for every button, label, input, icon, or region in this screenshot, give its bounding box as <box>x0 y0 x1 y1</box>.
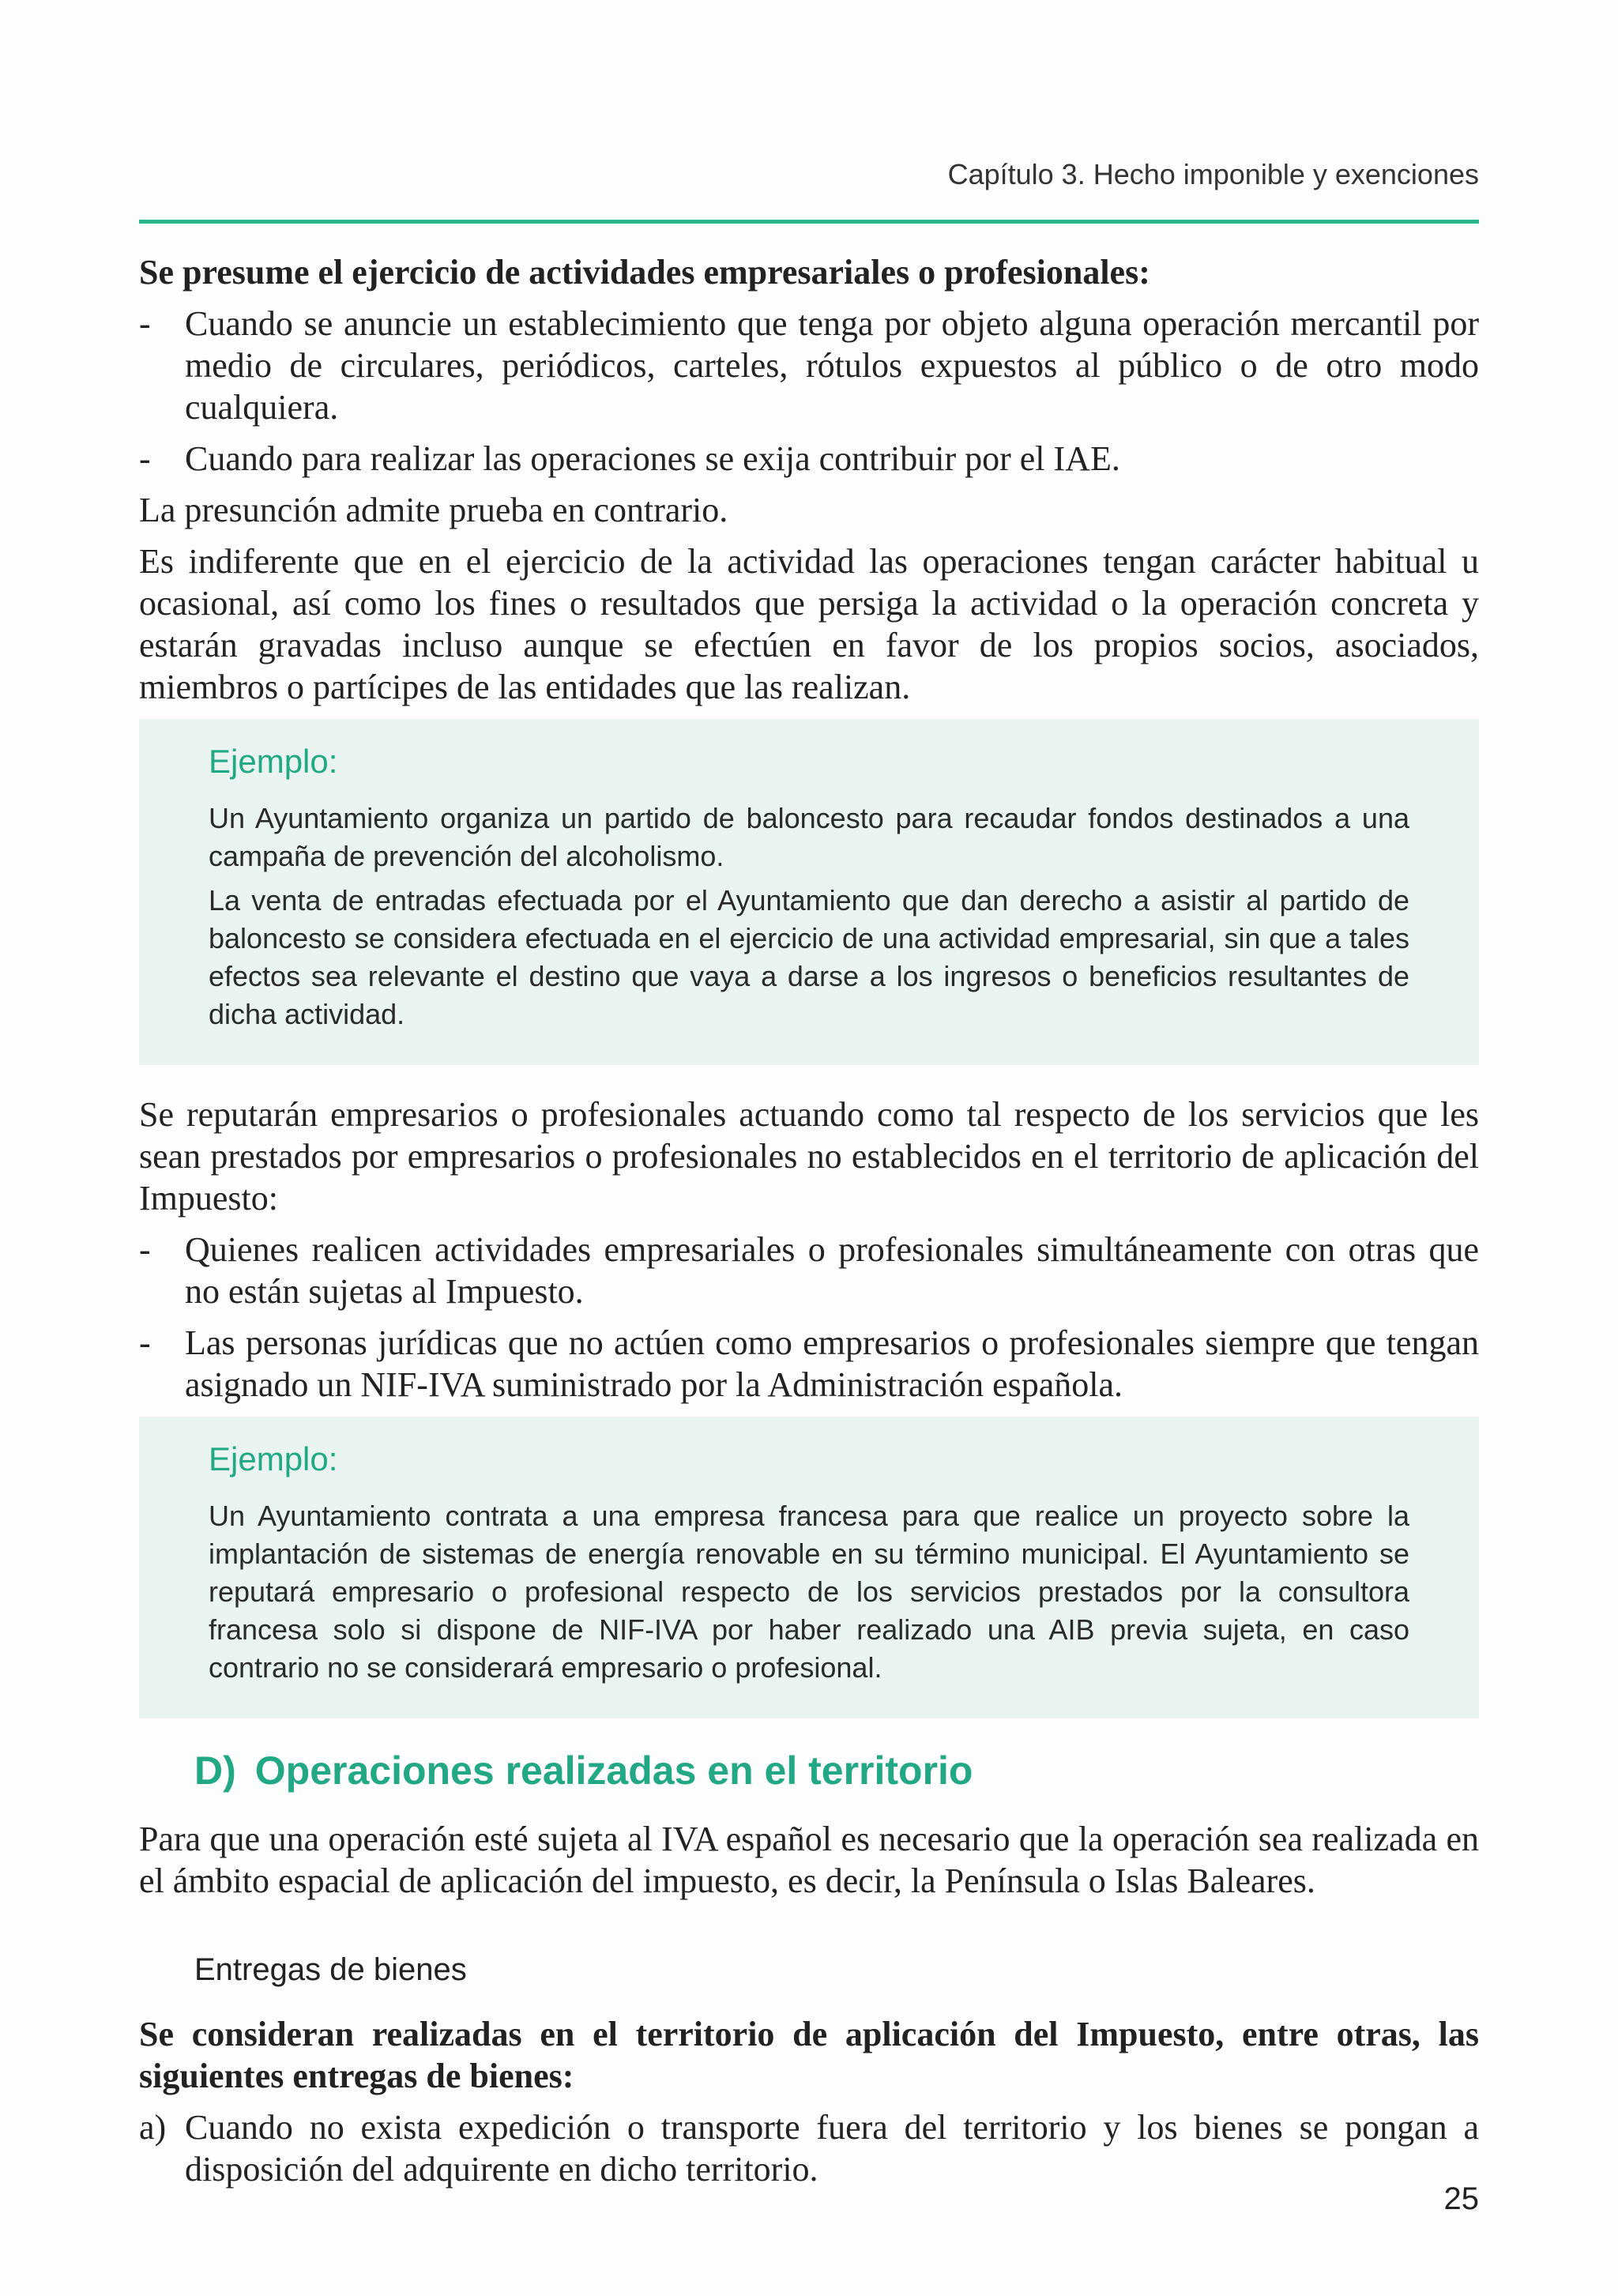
example-box <box>139 1417 1479 1718</box>
example-text: Un Ayuntamiento organiza un partido de baloncesto para recaudar fondos destinados a una campaña de prevención del alcoholismo. <box>209 802 1409 872</box>
example-title: Ejemplo: <box>209 1440 338 1477</box>
page-number: 25 <box>1443 2181 1479 2216</box>
list-item: a) Cuando no exista expedición o transporte fuera del territorio y los bienes se pongan a disposición del adquirente en dicho territorio. <box>139 2108 1479 2189</box>
list-item: - Cuando para realizar las operaciones se exija contribuir por el IAE. <box>139 439 1120 478</box>
reputed-list <box>139 1229 1479 1406</box>
subheading: Entregas de bienes <box>194 1952 467 1987</box>
presume-list <box>139 303 1479 480</box>
example-text: Un Ayuntamiento contrata a una empresa francesa para que realice un proyecto sobre la implantación de sistemas de energía renovable en su término municipal. El Ayuntamiento se reputará empresario o profesional respecto de los servicios prestados por la consultora francesa solo si dispone de NIF-IVA por haber realizado una AIB previa sujeta, en caso contrario no se considerará empresario o profesional. <box>209 1500 1409 1684</box>
section-title: Operaciones realizadas en el territorio <box>254 1748 973 1793</box>
list-item: - Cuando se anuncie un establecimiento que tenga por objeto alguna operación mercantil por medio de circulares, periódicos, carteles, rótulos expuestos al público o de otro modo cualquiera. <box>139 304 1479 427</box>
section-heading <box>194 1747 1479 1794</box>
example-title: Ejemplo: <box>209 743 338 780</box>
paragraph: La presunción admite prueba en contrario. <box>139 491 728 529</box>
paragraph: Es indiferente que en el ejercicio de la actividad las operaciones tengan carácter habitual u ocasional, así como los fines o resultados que persiga la actividad o la operación concreta y estarán gravadas incluso aunque se efectúen en favor de los propios socios, asociados, miembros o partícipes de las entidades que las realizan. <box>139 542 1479 706</box>
chapter-header: Capítulo 3. Hecho imponible y exenciones <box>947 158 1479 190</box>
consider-heading: Se consideran realizadas en el territorio de aplicación del Impuesto, entre otras, las siguientes entregas de bienes: <box>139 2015 1479 2095</box>
paragraph: Se reputarán empresarios o profesionales actuando como tal respecto de los servicios que les sean prestados por empresarios o profesionales no establecidos en el territorio de aplicación del Impuesto: <box>139 1095 1479 1218</box>
example-text: La venta de entradas efectuada por el Ayuntamiento que dan derecho a asistir al partido de baloncesto se considera efectuada en el ejercicio de una actividad empresarial, sin que a tales efectos sea relevante el destino que vaya a darse a los ingresos o beneficios resultantes de dicha actividad. <box>209 884 1409 1030</box>
main-content <box>139 251 1479 2200</box>
list-item: - Quienes realicen actividades empresariales o profesionales simultáneamente con otras que no están sujetas al Impuesto. <box>139 1230 1479 1311</box>
example-box <box>139 719 1479 1065</box>
section-letter: D) <box>194 1748 236 1793</box>
paragraph: Para que una operación esté sujeta al IVA español es necesario que la operación sea realizada en el ámbito espacial de aplicación del impuesto, es decir, la Península o Islas Baleares. <box>139 1820 1479 1900</box>
header-rule <box>139 220 1479 224</box>
consider-list <box>139 2106 1479 2190</box>
presume-heading: Se presume el ejercicio de actividades empresariales o profesionales: <box>139 253 1150 292</box>
list-item: - Las personas jurídicas que no actúen como empresarios o profesionales siempre que tengan asignado un NIF-IVA suministrado por la Administración española. <box>139 1323 1479 1404</box>
